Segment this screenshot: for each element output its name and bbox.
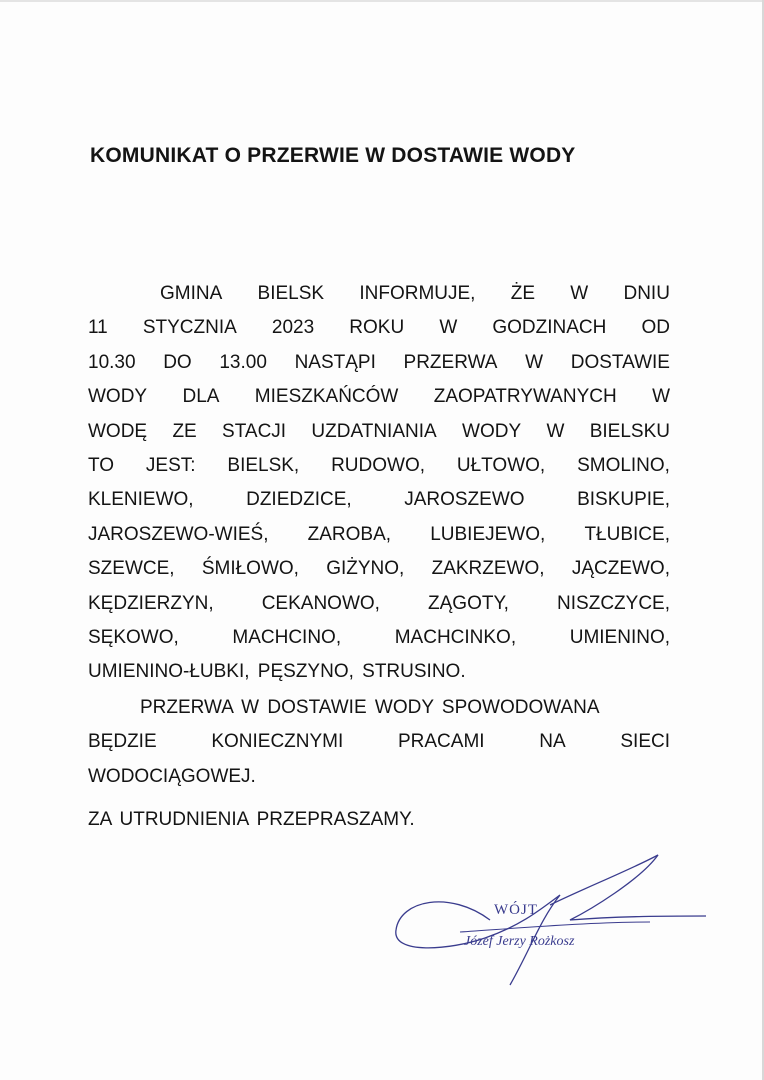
- word: W: [439, 317, 458, 339]
- word: CEKANOWO,: [261, 592, 380, 614]
- word: RUDOWO,: [331, 454, 426, 476]
- word: JEST:: [145, 454, 196, 476]
- word: WODY: [462, 420, 522, 442]
- word: NISZCZYCE,: [557, 592, 670, 614]
- paragraph-1: [88, 277, 670, 690]
- signature-underline: [460, 922, 650, 932]
- word: WODY: [88, 386, 148, 408]
- word: ZAKRZEWO,: [431, 558, 545, 580]
- word: DOSTAWIE: [570, 351, 670, 373]
- word: LUBIEJEWO,: [430, 523, 546, 545]
- word: PRZERWA: [403, 351, 498, 373]
- word: PRZERWA W DOSTAWIE WODY SPOWODOWANA: [140, 697, 600, 718]
- word: ZE: [172, 420, 197, 442]
- word: W: [546, 420, 565, 442]
- word: JAROSZEWO-WIEŚ,: [88, 523, 269, 545]
- word: KLENIEWO,: [88, 489, 194, 511]
- word: 10.30: [88, 351, 136, 373]
- signature-scribble: [390, 850, 710, 990]
- word: STACJI: [222, 420, 287, 442]
- text-line: [88, 346, 670, 380]
- text-line: [88, 621, 670, 655]
- word: SĘKOWO,: [88, 626, 179, 648]
- signature-name: Józef Jerzy Rożkosz: [464, 934, 575, 949]
- signature-upper-stroke: [550, 855, 706, 920]
- word: TŁUBICE,: [584, 523, 670, 545]
- word: 13.00: [219, 351, 267, 373]
- text-line: [88, 380, 670, 414]
- word: TO: [88, 454, 115, 476]
- word: JĄCZEWO,: [571, 558, 670, 580]
- word: W: [525, 351, 544, 373]
- word: W: [652, 386, 670, 408]
- word: SZEWCE,: [88, 558, 175, 580]
- signature-title: WÓJT: [494, 902, 538, 918]
- word: DO: [163, 351, 192, 373]
- text-line: [88, 449, 670, 483]
- word: NA: [539, 731, 566, 753]
- text-line: [88, 311, 670, 345]
- word: ŚMIŁOWO,: [201, 558, 299, 580]
- text-line: [88, 277, 670, 311]
- word: UŁTOWO,: [456, 454, 546, 476]
- word: ŻE: [510, 283, 536, 304]
- word: BIELSK: [257, 283, 325, 304]
- text-line: [88, 655, 670, 689]
- word: KĘDZIERZYN,: [88, 592, 214, 614]
- word: BISKUPIE,: [577, 489, 670, 511]
- text-line: [88, 760, 670, 794]
- word: BĘDZIE: [88, 731, 157, 753]
- word: DZIEDZICE,: [246, 489, 352, 511]
- word: WODĘ: [88, 420, 148, 442]
- word: ZĄGOTY,: [428, 592, 509, 614]
- word: NASTĄPI: [294, 351, 376, 373]
- word: KONIECZNYMI: [211, 731, 344, 753]
- word: ROKU: [349, 317, 405, 339]
- word: ZAROBA,: [307, 523, 392, 545]
- text-line: [88, 725, 670, 759]
- word: 2023: [271, 317, 315, 339]
- word: GODZINACH: [492, 317, 607, 339]
- text-line: [88, 483, 670, 517]
- word: ZAOPATRYWANYCH: [433, 386, 617, 408]
- word: MACHCINKO,: [394, 626, 517, 648]
- closing-line: ZA UTRUDNIENIA PRZEPRASZAMY.: [88, 809, 415, 830]
- word: UMIENINO,: [569, 626, 670, 648]
- page-top-edge: [0, 0, 764, 2]
- word: PRACAMI: [397, 731, 485, 753]
- word: BIELSKU: [589, 420, 670, 442]
- text-line: [88, 691, 670, 725]
- word: BIELSK,: [227, 454, 300, 476]
- word: MIESZKAŃCÓW: [254, 386, 399, 408]
- text-line: [88, 518, 670, 552]
- word: INFORMUJE,: [359, 283, 476, 304]
- word: GMINA: [160, 283, 223, 304]
- word: MACHCINO,: [232, 626, 342, 648]
- text-line: [88, 587, 670, 621]
- word: DNIU: [623, 283, 670, 304]
- word: OD: [641, 317, 670, 339]
- text-line: [88, 415, 670, 449]
- word: WODOCIĄGOWEJ.: [88, 765, 256, 787]
- word: UZDATNIANIA: [311, 420, 437, 442]
- paragraph-2: [88, 691, 670, 794]
- word: STYCZNIA: [142, 317, 237, 339]
- word: UMIENINO-ŁUBKI, PĘSZYNO, STRUSINO.: [88, 661, 466, 683]
- word: 11: [88, 317, 108, 339]
- word: W: [570, 283, 589, 304]
- text-line: [88, 552, 670, 586]
- word: DLA: [182, 386, 220, 408]
- word: SMOLINO,: [577, 454, 670, 476]
- closing-paragraph: [88, 803, 670, 837]
- word: JAROSZEWO: [404, 489, 525, 511]
- word: SIECI: [620, 731, 670, 753]
- document-title: KOMUNIKAT O PRZERWIE W DOSTAWIE WODY: [90, 144, 576, 167]
- word: GIŻYNO,: [326, 558, 405, 580]
